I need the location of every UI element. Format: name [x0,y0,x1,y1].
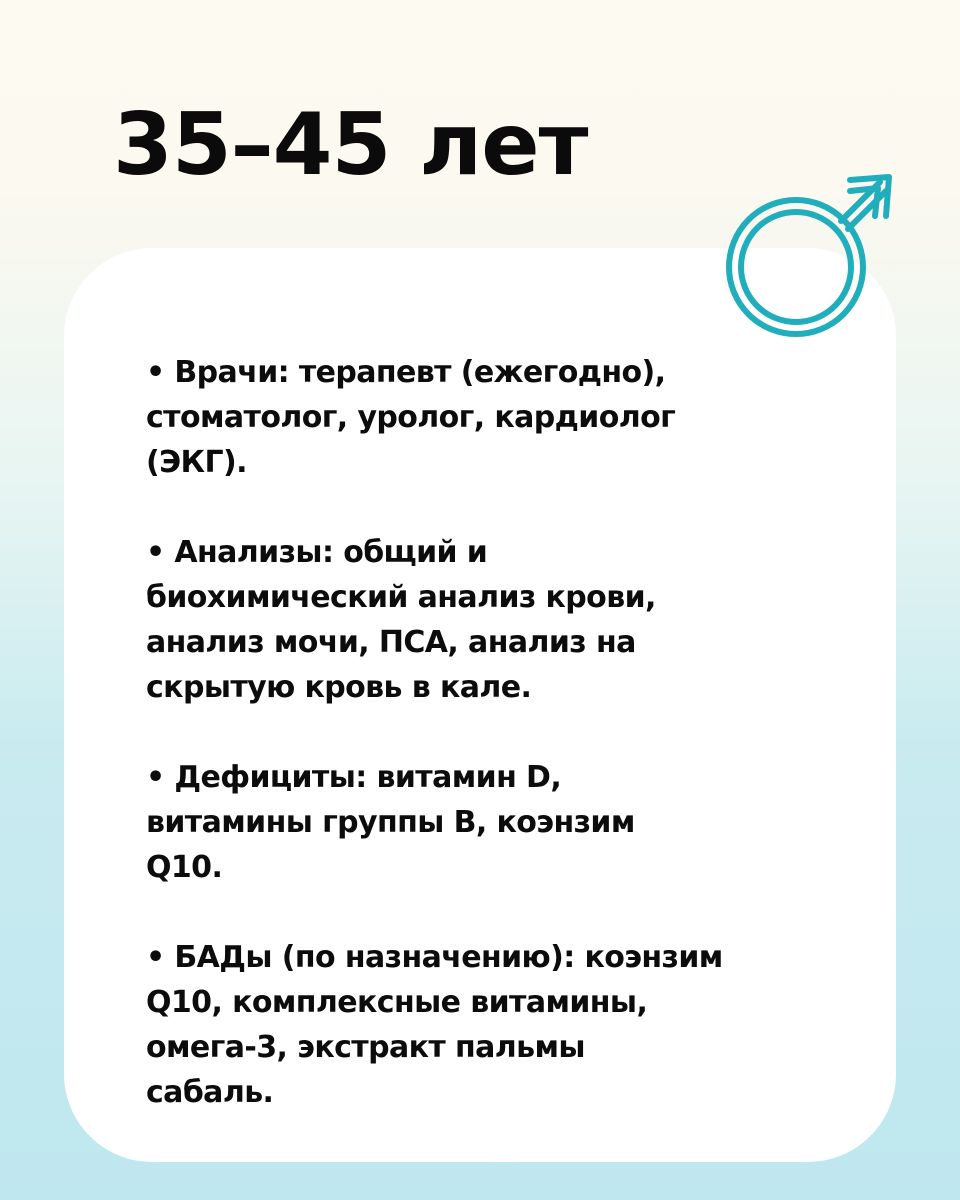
list-item-text: • Врачи: терапевт (ежегодно), стоматолог, уролог, кардиолог (ЭКГ). [146,355,676,480]
list-item-deficits [146,755,866,890]
list-item-text: • Дефициты: витамин D, витамины группы B, коэнзим Q10. [146,760,635,885]
page-title: 35–45 лет [113,95,588,195]
list-item-tests [146,530,866,710]
list-item-text: • БАДы (по назначению): коэнзим Q10, комплексные витамины, омега-3, экстракт пальмы сабаль. [146,940,723,1110]
list-item-supplements [146,935,866,1115]
checkup-list [146,350,866,1160]
list-item-text: • Анализы: общий и биохимический анализ крови, анализ мочи, ПСА, анализ на скрытую кровь в кале. [146,535,656,705]
male-symbol-icon [714,164,914,364]
list-item-doctors [146,350,866,485]
